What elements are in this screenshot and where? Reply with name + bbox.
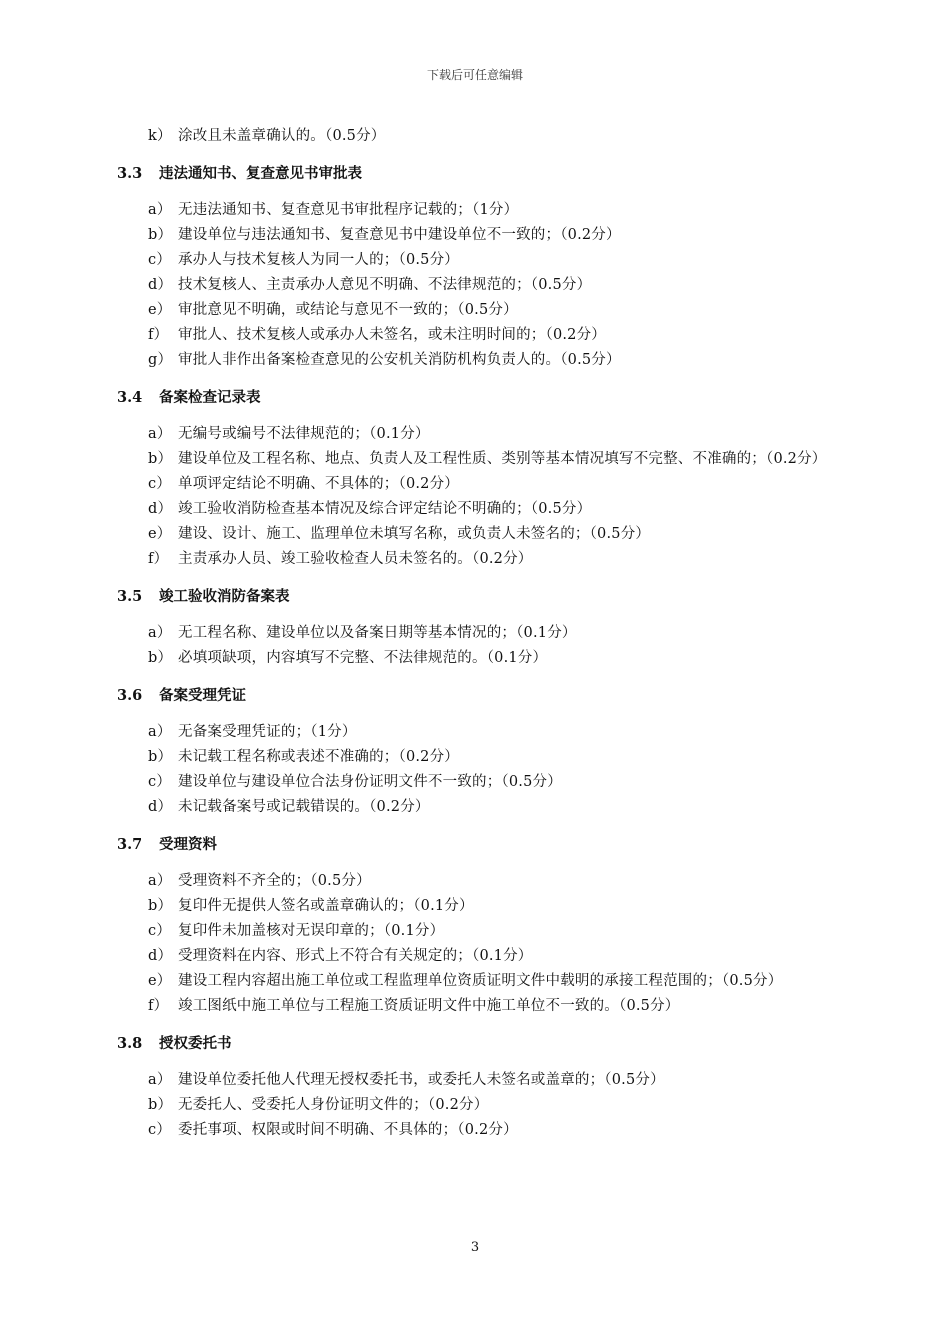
section-title-text: 授权委托书 xyxy=(159,1035,232,1052)
list-item-marker: a） xyxy=(148,1072,172,1088)
list-item-text: 建设工程内容超出施工单位或工程监理单位资质证明文件中载明的承接工程范围的；（0.5分） xyxy=(178,973,783,989)
list-item xyxy=(148,522,850,547)
list-item-text: 主责承办人员、竣工验收检查人员未签名的。（0.2分） xyxy=(178,551,533,567)
list-item-text: 建设、设计、施工、监理单位未填写名称，或负责人未签名的；（0.5分） xyxy=(178,526,651,542)
list-item-marker: f） xyxy=(148,551,169,567)
list-item xyxy=(148,198,850,223)
section xyxy=(0,832,950,1019)
list-item xyxy=(148,919,850,944)
section-number: 3.7 xyxy=(117,836,143,853)
list-item-marker: b） xyxy=(148,749,173,765)
list-item xyxy=(148,795,850,820)
list-item xyxy=(148,447,850,472)
list-item xyxy=(148,422,850,447)
list-item-marker: b） xyxy=(148,898,173,914)
section-number: 3.3 xyxy=(117,165,143,182)
list-item-text: 建设单位与建设单位合法身份证明文件不一致的；（0.5分） xyxy=(178,774,562,790)
list-item-marker: a） xyxy=(148,625,172,641)
list-item-text: 建设单位委托他人代理无授权委托书，或委托人未签名或盖章的；（0.5分） xyxy=(178,1072,665,1088)
list-item-marker: c） xyxy=(148,774,172,790)
list-item-marker: a） xyxy=(148,873,172,889)
list-item-marker: e） xyxy=(148,973,172,989)
section-items xyxy=(0,621,950,671)
list-item xyxy=(148,223,850,248)
lead-items xyxy=(0,124,950,149)
sections-container xyxy=(0,161,950,1143)
list-item-text: 建设单位及工程名称、地点、负责人及工程性质、类别等基本情况填写不完整、不准确的；（0.2分） xyxy=(178,451,827,467)
section-title-text: 竣工验收消防备案表 xyxy=(159,588,290,605)
section-heading xyxy=(117,385,950,410)
list-item xyxy=(148,994,850,1019)
list-item-text: 复印件无提供人签名或盖章确认的；（0.1分） xyxy=(178,898,474,914)
list-item xyxy=(148,720,850,745)
list-item xyxy=(148,348,850,373)
list-item-text: 审批人非作出备案检查意见的公安机关消防机构负责人的。（0.5分） xyxy=(178,352,621,368)
section-title-text: 受理资料 xyxy=(159,836,217,853)
list-item-marker: b） xyxy=(148,227,173,243)
section-title-text: 违法通知书、复查意见书审批表 xyxy=(159,165,362,182)
list-item xyxy=(148,298,850,323)
list-item-text: 竣工验收消防检查基本情况及综合评定结论不明确的；（0.5分） xyxy=(178,501,592,517)
list-item-text: 涂改且未盖章确认的。（0.5分） xyxy=(178,128,386,144)
section-number: 3.6 xyxy=(117,687,143,704)
list-item xyxy=(148,547,850,572)
list-item xyxy=(148,1093,850,1118)
section-number: 3.4 xyxy=(117,389,143,406)
list-item-marker: k） xyxy=(148,128,172,144)
list-item-text: 单项评定结论不明确、不具体的；（0.2分） xyxy=(178,476,460,492)
list-item-marker: d） xyxy=(148,277,173,293)
list-item xyxy=(148,323,850,348)
list-item xyxy=(148,621,850,646)
list-item-text: 建设单位与违法通知书、复查意见书中建设单位不一致的；（0.2分） xyxy=(178,227,621,243)
list-item-text: 受理资料在内容、形式上不符合有关规定的；（0.1分） xyxy=(178,948,533,964)
section-items xyxy=(0,869,950,1019)
list-item-marker: f） xyxy=(148,327,169,343)
section-heading xyxy=(117,584,950,609)
list-item-text: 技术复核人、主责承办人意见不明确、不法律规范的；（0.5分） xyxy=(178,277,592,293)
list-item xyxy=(148,894,850,919)
list-item xyxy=(148,646,850,671)
list-item-marker: c） xyxy=(148,923,172,939)
list-item xyxy=(148,497,850,522)
list-item-text: 未记载备案号或记载错误的。（0.2分） xyxy=(178,799,430,815)
list-item-text: 必填项缺项，内容填写不完整、不法律规范的。（0.1分） xyxy=(178,650,548,666)
list-item-marker: f） xyxy=(148,998,169,1014)
page-header: 下载后可任意编辑 xyxy=(426,68,523,82)
list-item-marker: d） xyxy=(148,799,173,815)
list-item-marker: a） xyxy=(148,202,172,218)
list-item-marker: c） xyxy=(148,252,172,268)
list-item xyxy=(148,745,850,770)
section-title-text: 备案受理凭证 xyxy=(159,687,246,704)
section-items xyxy=(0,198,950,373)
list-item-text: 审批意见不明确，或结论与意见不一致的；（0.5分） xyxy=(178,302,518,318)
section-heading xyxy=(117,832,950,857)
section xyxy=(0,1031,950,1143)
list-item xyxy=(148,969,850,994)
list-item-marker: a） xyxy=(148,724,172,740)
list-item-marker: c） xyxy=(148,1122,172,1138)
list-item-marker: e） xyxy=(148,526,172,542)
section xyxy=(0,584,950,671)
section-items xyxy=(0,422,950,572)
list-item-text: 无委托人、受委托人身份证明文件的；（0.2分） xyxy=(178,1097,489,1113)
section-number: 3.5 xyxy=(117,588,143,605)
list-item xyxy=(148,472,850,497)
list-item-text: 无编号或编号不法律规范的；（0.1分） xyxy=(178,426,430,442)
list-item-text: 竣工图纸中施工单位与工程施工资质证明文件中施工单位不一致的。（0.5分） xyxy=(178,998,680,1014)
list-item-marker: c） xyxy=(148,476,172,492)
list-item xyxy=(148,124,850,149)
list-item-text: 无备案受理凭证的；（1分） xyxy=(178,724,357,740)
list-item xyxy=(148,770,850,795)
list-item-marker: g） xyxy=(148,352,173,368)
list-item-marker: b） xyxy=(148,650,173,666)
list-item-marker: b） xyxy=(148,1097,173,1113)
list-item-text: 未记载工程名称或表述不准确的；（0.2分） xyxy=(178,749,460,765)
list-item-text: 承办人与技术复核人为同一人的；（0.5分） xyxy=(178,252,460,268)
section-heading xyxy=(117,683,950,708)
list-item-marker: b） xyxy=(148,451,173,467)
section-items xyxy=(0,720,950,820)
list-item-text: 审批人、技术复核人或承办人未签名，或未注明时间的；（0.2分） xyxy=(178,327,607,343)
list-item-marker: a） xyxy=(148,426,172,442)
section-items xyxy=(0,1068,950,1143)
list-item xyxy=(148,869,850,894)
section-number: 3.8 xyxy=(117,1035,143,1052)
list-item xyxy=(148,248,850,273)
page-number: 3 xyxy=(470,1240,480,1255)
document-body xyxy=(0,124,950,1143)
list-item-marker: d） xyxy=(148,501,173,517)
section-heading xyxy=(117,1031,950,1056)
section xyxy=(0,161,950,373)
section xyxy=(0,385,950,572)
list-item-text: 复印件未加盖核对无误印章的；（0.1分） xyxy=(178,923,445,939)
section-title-text: 备案检查记录表 xyxy=(159,389,261,406)
list-item xyxy=(148,1068,850,1093)
list-item-text: 无工程名称、建设单位以及备案日期等基本情况的；（0.1分） xyxy=(178,625,577,641)
list-item xyxy=(148,1118,850,1143)
list-item xyxy=(148,944,850,969)
list-item xyxy=(148,273,850,298)
list-item-marker: d） xyxy=(148,948,173,964)
list-item-text: 受理资料不齐全的；（0.5分） xyxy=(178,873,371,889)
section-heading xyxy=(117,161,950,186)
list-item-text: 委托事项、权限或时间不明确、不具体的；（0.2分） xyxy=(178,1122,518,1138)
section xyxy=(0,683,950,820)
list-item-text: 无违法通知书、复查意见书审批程序记载的；（1分） xyxy=(178,202,519,218)
list-item-marker: e） xyxy=(148,302,172,318)
